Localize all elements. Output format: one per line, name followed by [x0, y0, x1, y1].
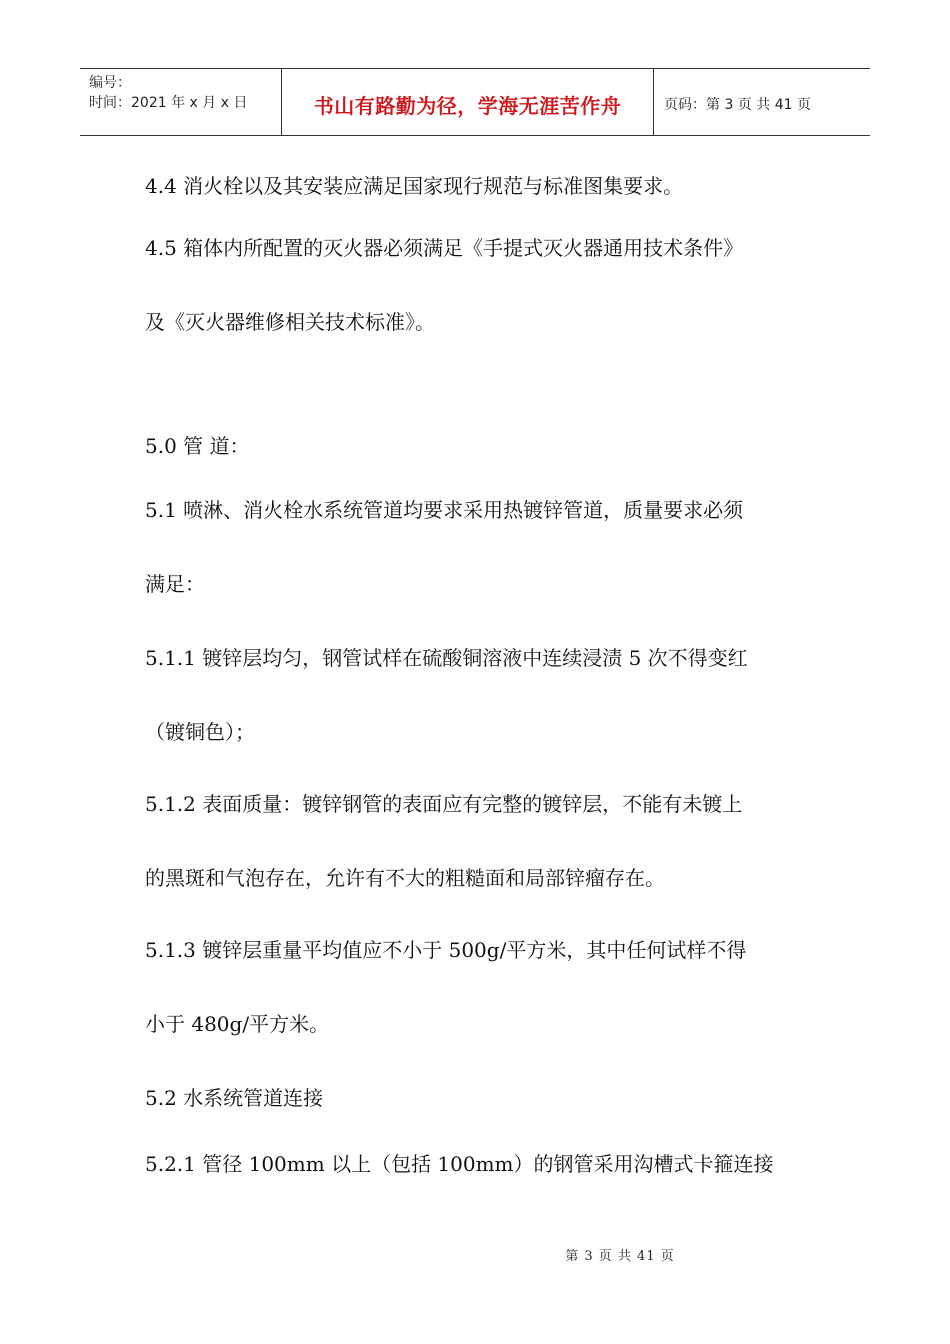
paragraph-line: 5.1.2 表面质量：镀锌钢管的表面应有完整的镀锌层，不能有未镀上 — [145, 792, 743, 816]
paragraph-line: 4.5 箱体内所配置的灭火器必须满足《手提式灭火器通用技术条件》 — [145, 236, 744, 260]
paragraph-line: 5.2.1 管径 100mm 以上（包括 100mm）的钢管采用沟槽式卡箍连接 — [145, 1152, 774, 1176]
header-motto-cell — [282, 69, 654, 135]
paragraph-line: 小于 480g/平方米。 — [145, 1012, 330, 1036]
header-time-label: 时间：2021 年 x 月 x 日 — [89, 95, 248, 111]
page-header — [80, 68, 870, 136]
section-heading: 5.0 管 道： — [145, 434, 250, 458]
page-footer: 第 3 页 共 41 页 — [565, 1249, 675, 1264]
paragraph-line: 5.1.1 镀锌层均匀，钢管试样在硫酸铜溶液中连续浸渍 5 次不得变红 — [145, 646, 748, 670]
section-heading: 5.2 水系统管道连接 — [145, 1086, 324, 1110]
header-meta — [80, 69, 282, 135]
paragraph-line: 的黑斑和气泡存在，允许有不大的粗糙面和局部锌瘤存在。 — [145, 866, 665, 890]
paragraph-line: （镀铜色）； — [145, 720, 255, 744]
header-motto: 书山有路勤为径，学海无涯苦作舟 — [313, 93, 622, 118]
paragraph-line: 5.1.3 镀锌层重量平均值应不小于 500g/平方米，其中任何试样不得 — [145, 938, 747, 962]
header-page-cell — [654, 69, 870, 135]
header-number-label: 编号： — [89, 75, 131, 91]
paragraph-line: 5.1 喷淋、消火栓水系统管道均要求采用热镀锌管道，质量要求必须 — [145, 498, 744, 522]
header-page-label: 页码：第 3 页 共 41 页 — [664, 97, 811, 113]
paragraph-line: 4.4 消火栓以及其安装应满足国家现行规范与标准图集要求。 — [145, 174, 684, 198]
paragraph-line: 及《灭火器维修相关技术标准》。 — [145, 310, 435, 334]
paragraph-line: 满足： — [145, 572, 205, 596]
